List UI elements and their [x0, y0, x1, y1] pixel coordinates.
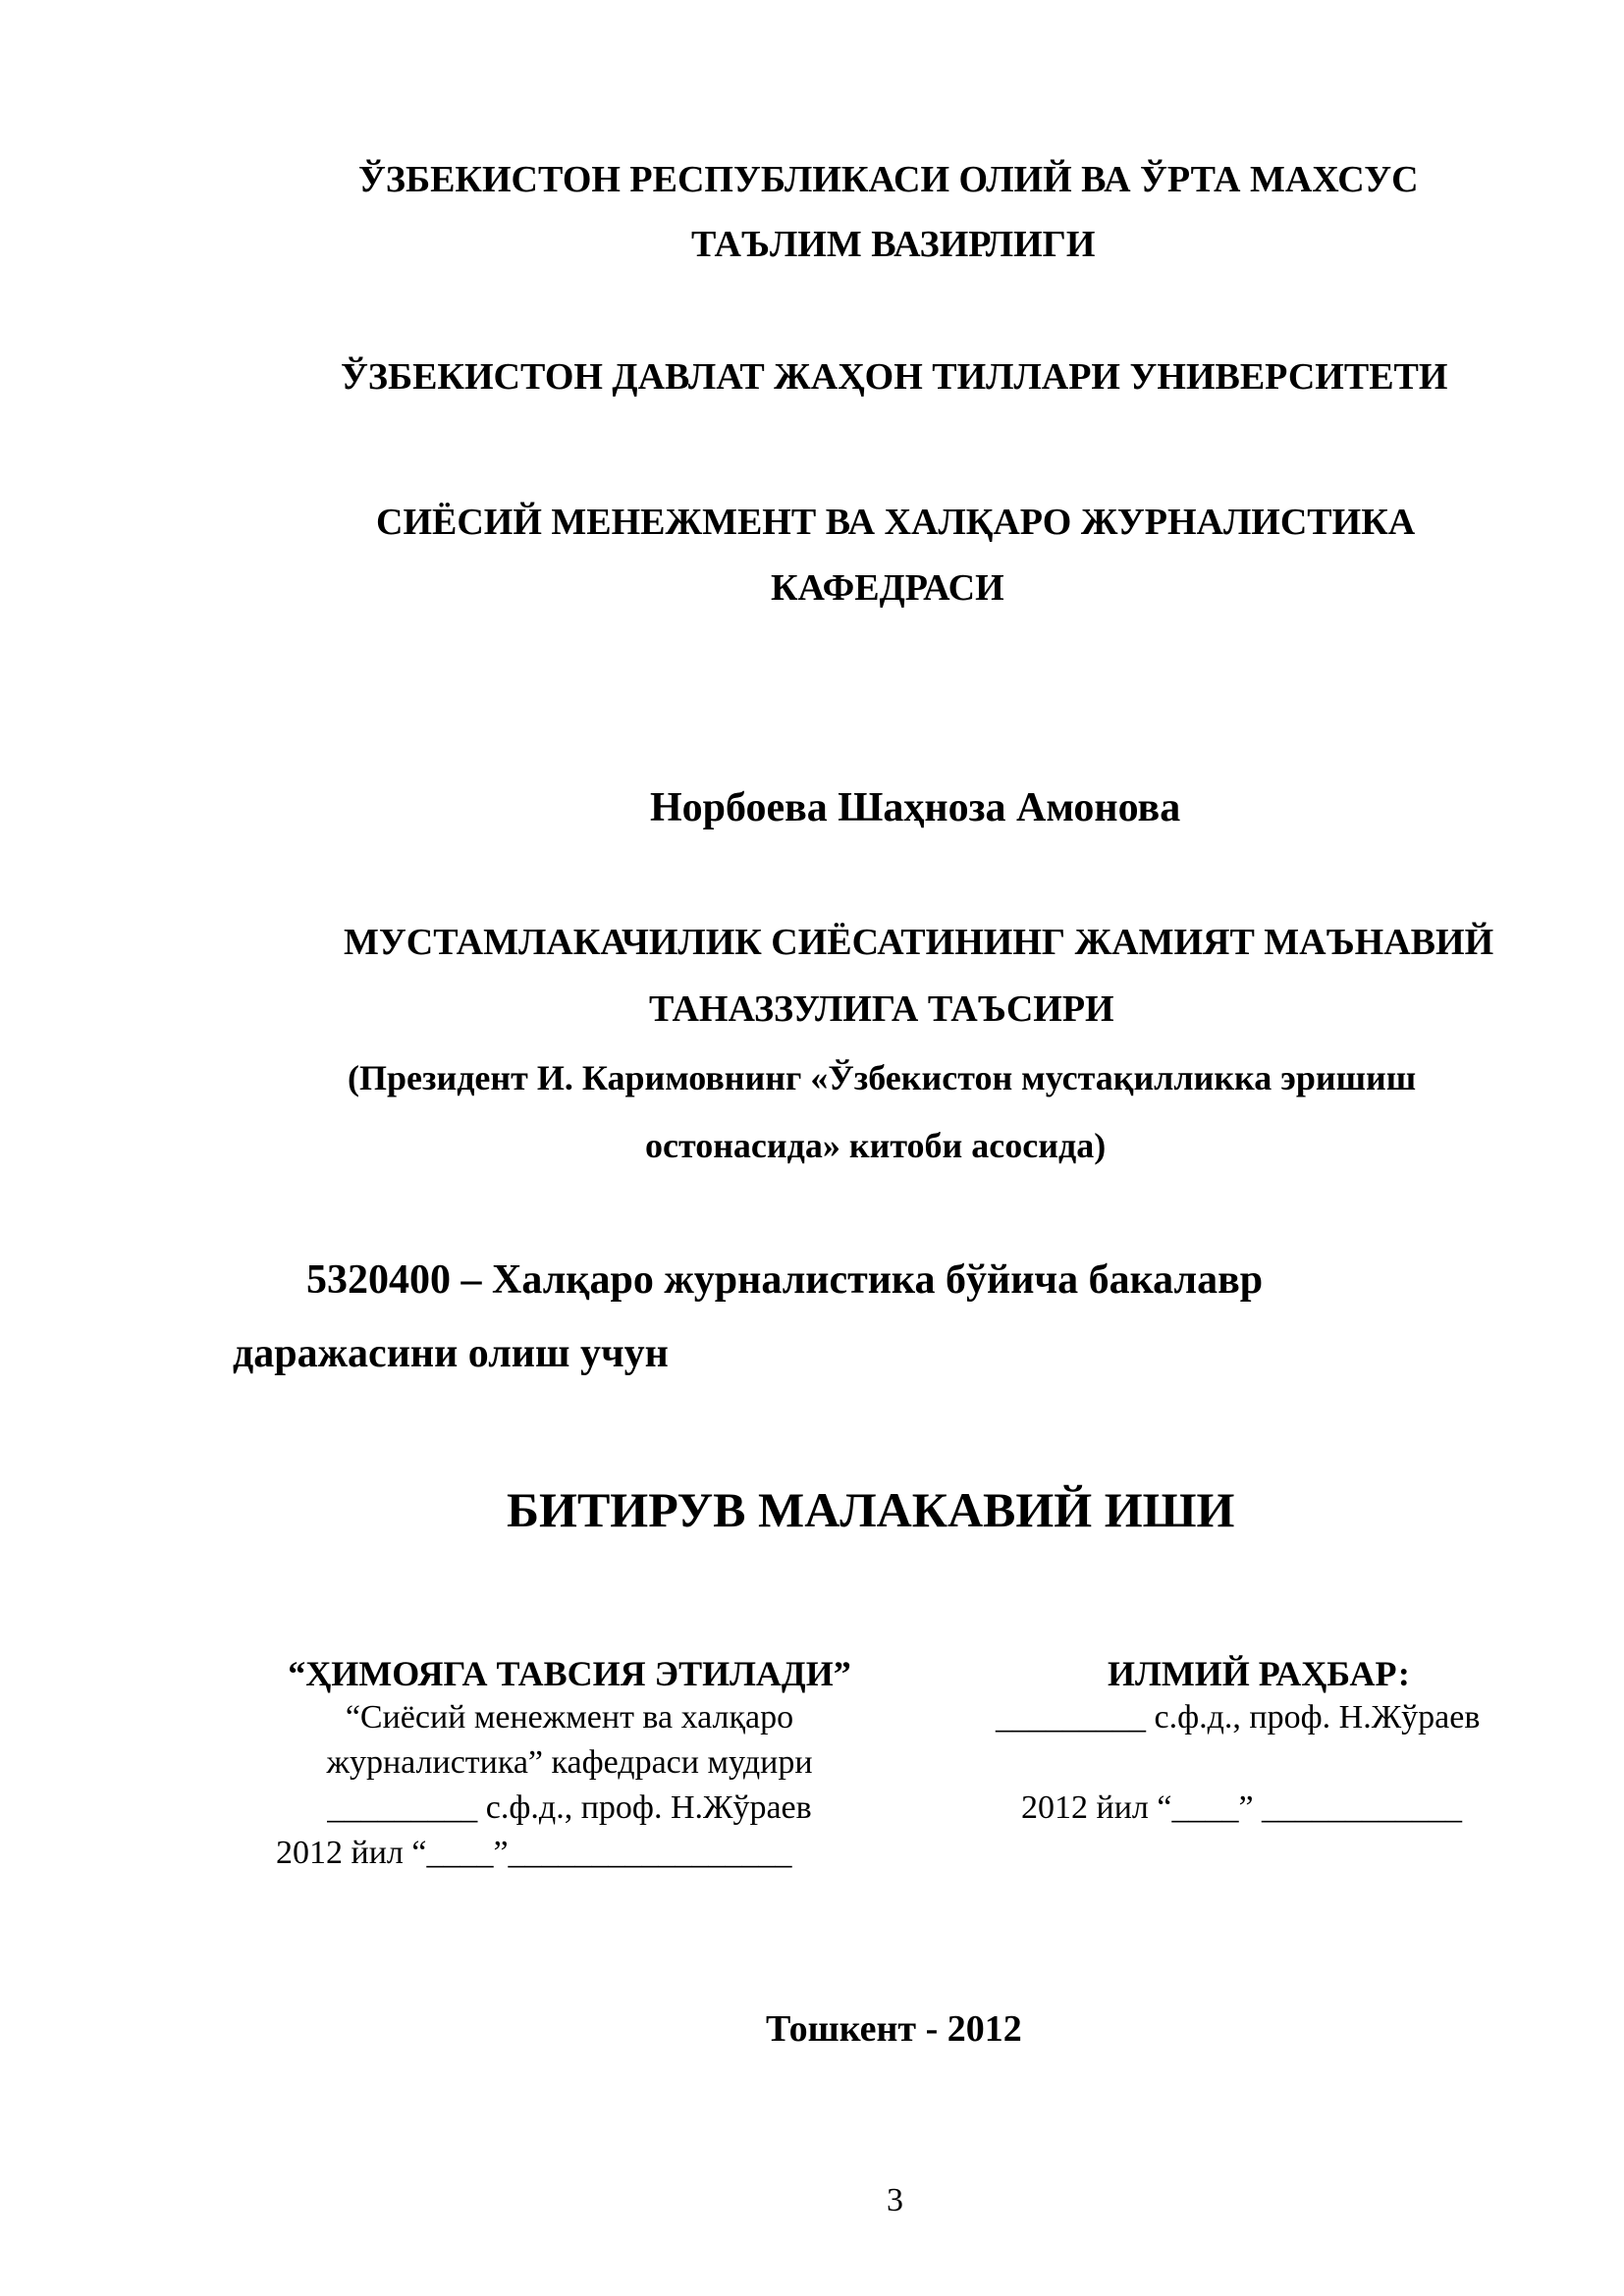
approval-line-4: 2012 йил “____”_________________	[276, 1835, 792, 1871]
author-name: Норбоева Шаҳноза Амонова	[650, 785, 1181, 830]
supervisor-line-2: 2012 йил “____” ____________	[1021, 1789, 1463, 1826]
supervisor-heading: ИЛМИЙ РАҲБАР:	[1108, 1654, 1410, 1693]
approval-heading: “ҲИМОЯГА ТАВСИЯ ЭТИЛАДИ”	[288, 1654, 851, 1693]
degree-line-1: 5320400 – Халқаро журналистика бўйича бакалавр	[306, 1257, 1264, 1303]
thesis-title-line-2: ТАНАЗЗУЛИГА ТАЪСИРИ	[649, 988, 1114, 1030]
place-year: Тошкент - 2012	[766, 2008, 1022, 2050]
ministry-line-1: ЎЗБЕКИСТОН РЕСПУБЛИКАСИ ОЛИЙ ВА ЎРТА МАХСУС	[358, 159, 1419, 200]
ministry-line-2: ТАЪЛИМ ВАЗИРЛИГИ	[691, 224, 1096, 265]
work-type-title: БИТИРУВ МАЛАКАВИЙ ИШИ	[507, 1482, 1235, 1537]
page-number: 3	[887, 2182, 903, 2218]
approval-line-1: “Сиёсий менежмент ва халқаро	[345, 1699, 794, 1735]
approval-line-2: журналистика” кафедраси мудири	[326, 1744, 813, 1781]
thesis-subtitle-line-2: остонасида» китоби асосида)	[645, 1126, 1107, 1165]
supervisor-line-1: _________ с.ф.д., проф. Н.Жўраев	[996, 1699, 1481, 1735]
thesis-title-line-1: МУСТАМЛАКАЧИЛИК СИЁСАТИНИНГ ЖАМИЯТ МАЪНАВИЙ	[344, 922, 1494, 963]
degree-line-2: даражасини олиш учун	[233, 1331, 669, 1376]
department-line-2: КАФЕДРАСИ	[771, 567, 1004, 609]
university-name: ЎЗБЕКИСТОН ДАВЛАТ ЖАҲОН ТИЛЛАРИ УНИВЕРСИТЕТИ	[341, 356, 1448, 398]
department-line-1: СИЁСИЙ МЕНЕЖМЕНТ ВА ХАЛҚАРО ЖУРНАЛИСТИКА	[376, 502, 1416, 543]
approval-line-3: _________ с.ф.д., проф. Н.Жўраев	[327, 1789, 812, 1826]
thesis-subtitle-line-1: (Президент И. Каримовнинг «Ўзбекистон мустақилликка эришиш	[348, 1058, 1417, 1097]
